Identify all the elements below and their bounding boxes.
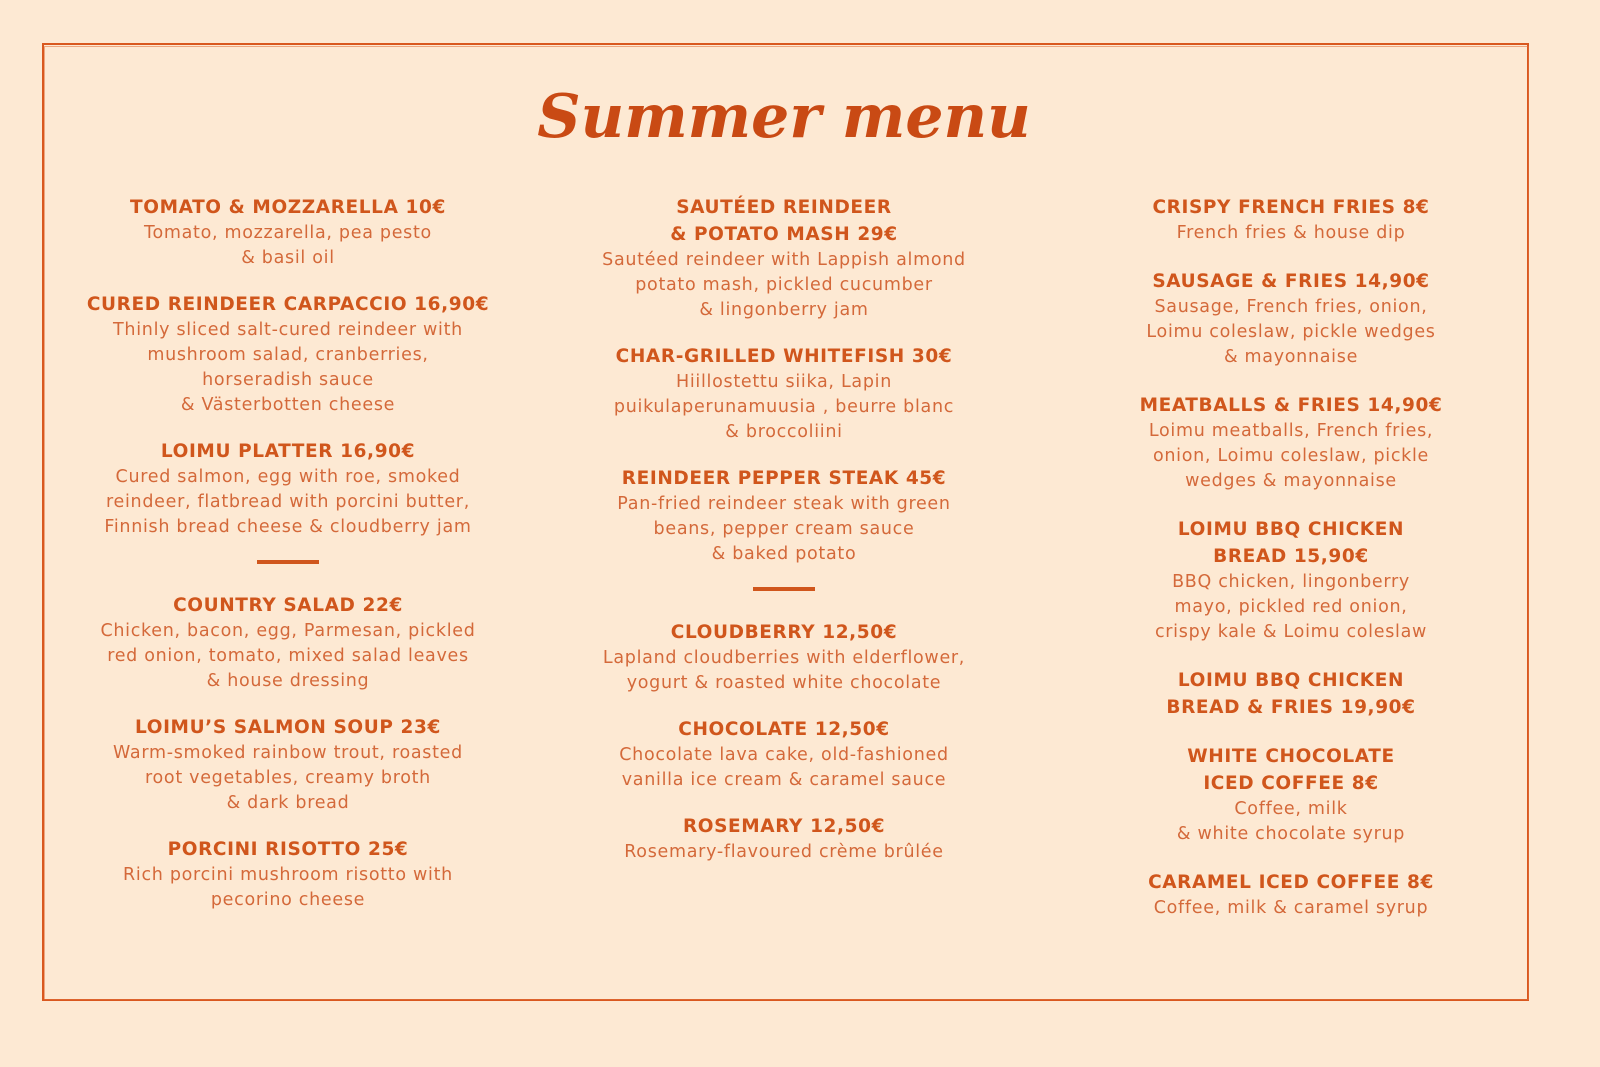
menu-column-starters (72, 194, 504, 933)
menu-item-name: LOIMU BBQ CHICKEN BREAD & FRIES 19,90€ (1166, 670, 1416, 718)
menu-item-name: TOMATO & MOZZARELLA 10€ (130, 197, 446, 218)
menu-item-description: Rich porcini mushroom risotto with pecorino cheese (123, 865, 453, 910)
menu-item (1090, 869, 1492, 921)
menu-item-description: French fries & house dip (1176, 223, 1406, 243)
section-divider (257, 560, 319, 564)
menu-item-name: CARAMEL ICED COFFEE 8€ (1148, 872, 1434, 893)
menu-item-description: Pan-fried reindeer steak with green beans, pepper cream sauce & baked potato (617, 494, 951, 564)
menu-item-description: Loimu meatballs, French fries, onion, Loimu coleslaw, pickle wedges & mayonnaise (1148, 421, 1434, 491)
menu-item (1090, 516, 1492, 645)
menu-item (1090, 268, 1492, 370)
menu-item (568, 619, 1000, 696)
menu-item (72, 291, 504, 418)
menu-column-snacks-drinks (1090, 194, 1492, 943)
menu-item-name: COUNTRY SALAD 22€ (173, 595, 403, 616)
menu-item (1090, 194, 1492, 246)
menu-item-description: Lapland cloudberries with elderflower, yogurt & roasted white chocolate (602, 648, 966, 693)
menu-item-description: BBQ chicken, lingonberry mayo, pickled red onion, crispy kale & Loimu coleslaw (1154, 572, 1428, 642)
menu-item-description: Cured salmon, egg with roe, smoked reindeer, flatbread with porcini butter, Finnish bread cheese & cloudberry jam (104, 467, 472, 537)
menu-item (568, 194, 1000, 323)
menu-item-name: LOIMU’S SALMON SOUP 23€ (135, 717, 441, 738)
section-divider (753, 587, 815, 591)
menu-column-mains-desserts (568, 194, 1000, 885)
menu-item-name: CLOUDBERRY 12,50€ (670, 622, 898, 643)
menu-item-description: Rosemary-flavoured crème brûlée (624, 842, 944, 862)
menu-item (1090, 667, 1492, 721)
menu-item-name: PORCINI RISOTTO 25€ (167, 839, 409, 860)
menu-item-name: WHITE CHOCOLATE ICED COFFEE 8€ (1187, 746, 1395, 794)
menu-item-description: Coffee, milk & white chocolate syrup (1176, 799, 1406, 844)
menu-item-description: Chocolate lava cake, old-fashioned vanilla ice cream & caramel sauce (619, 745, 949, 790)
menu-item-name: CHOCOLATE 12,50€ (678, 719, 890, 740)
menu-item-name: SAUTÉED REINDEER & POTATO MASH 29€ (670, 197, 898, 245)
menu-item-name: REINDEER PEPPER STEAK 45€ (621, 468, 947, 489)
menu-item (1090, 743, 1492, 847)
menu-item (72, 592, 504, 694)
menu-item-name: CHAR-GRILLED WHITEFISH 30€ (615, 346, 953, 367)
menu-item-name: SAUSAGE & FRIES 14,90€ (1152, 271, 1430, 292)
menu-item-description: Hiillostettu siika, Lapin puikulaperunamuusia , beurre blanc & broccoliini (613, 372, 955, 442)
menu-item (72, 438, 504, 540)
menu-item-name: MEATBALLS & FRIES 14,90€ (1139, 395, 1443, 416)
menu-item (72, 194, 504, 271)
menu-item (568, 813, 1000, 865)
menu-item-description: Tomato, mozzarella, pea pesto & basil oil (144, 223, 432, 268)
menu-item-description: Chicken, bacon, egg, Parmesan, pickled red onion, tomato, mixed salad leaves & house dressing (100, 621, 476, 691)
menu-item (72, 836, 504, 913)
menu-item-name: CURED REINDEER CARPACCIO 16,90€ (86, 294, 490, 315)
menu-item-description: Sautéed reindeer with Lappish almond potato mash, pickled cucumber & lingonberry jam (602, 250, 966, 320)
menu-title: Summer menu (537, 82, 1031, 152)
menu-item-description: Thinly sliced salt-cured reindeer with mushroom salad, cranberries, horseradish sauce & Västerbotten cheese (113, 320, 463, 415)
menu-item (1090, 392, 1492, 494)
menu-item (568, 716, 1000, 793)
menu-item-description: Warm-smoked rainbow trout, roasted root vegetables, creamy broth & dark bread (113, 743, 463, 813)
menu-item-description: Sausage, French fries, onion, Loimu coleslaw, pickle wedges & mayonnaise (1146, 297, 1436, 367)
menu-item (568, 465, 1000, 567)
menu-item (72, 714, 504, 816)
menu-item-description: Coffee, milk & caramel syrup (1153, 898, 1429, 918)
menu-item-name: LOIMU PLATTER 16,90€ (160, 441, 416, 462)
menu-item-name: ROSEMARY 12,50€ (682, 816, 886, 837)
menu-item-name: LOIMU BBQ CHICKEN BREAD 15,90€ (1177, 519, 1405, 567)
menu-item-name: CRISPY FRENCH FRIES 8€ (1152, 197, 1430, 218)
menu-item (568, 343, 1000, 445)
